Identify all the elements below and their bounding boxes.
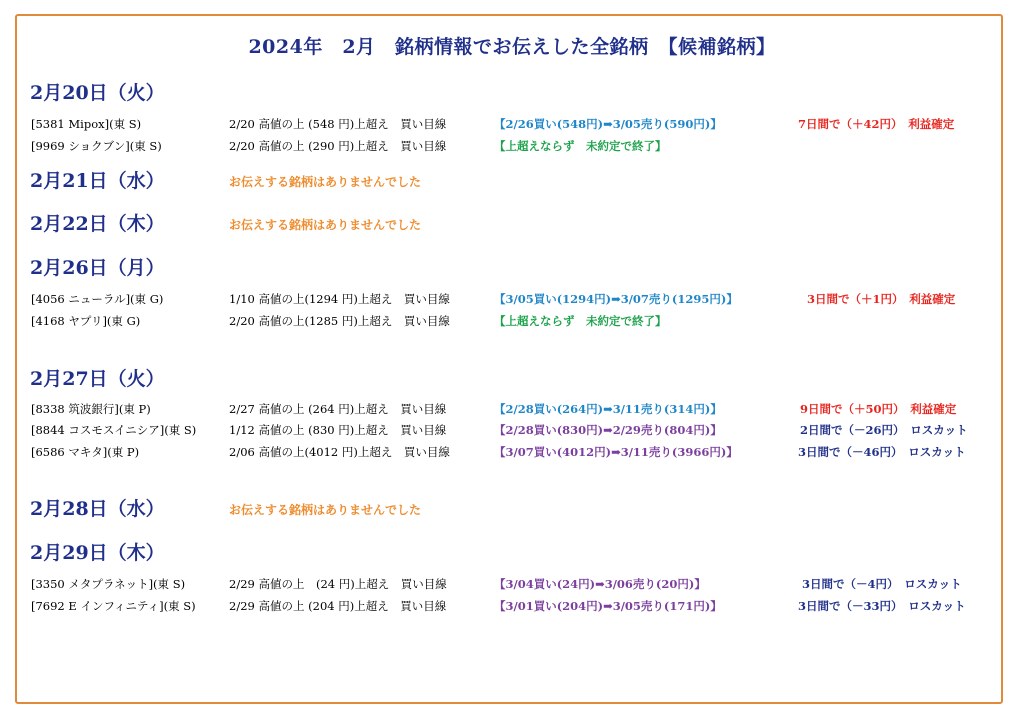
trade-detail: 【2/26買い(548円)➡3/05売り(590円)】: [494, 117, 722, 131]
stock-name: [3350 メタプラネット](東 S): [31, 577, 186, 591]
trade-result: 2日間で（－26円） ロスカット: [800, 423, 968, 437]
trade-result: 3日間で（－33円） ロスカット: [798, 599, 966, 613]
entry-condition: 2/20 高値の上(1285 円)上超え 買い目線: [229, 314, 450, 328]
stock-name: [4056 ニューラル](東 G): [31, 292, 164, 306]
date-heading-0227: 2月27日（火）: [30, 368, 165, 390]
stock-name: [7692 E インフィニティ](東 S): [31, 599, 196, 613]
trade-detail: 【2/28買い(830円)➡2/29売り(804円)】: [494, 423, 722, 437]
stock-name: [5381 Mipox](東 S): [31, 117, 142, 131]
entry-condition: 2/27 高値の上 (264 円)上超え 買い目線: [229, 402, 447, 416]
entry-condition: 1/10 高値の上(1294 円)上超え 買い目線: [229, 292, 450, 306]
trade-detail: 【2/28買い(264円)➡3/11売り(314円)】: [494, 402, 722, 416]
date-heading-0220: 2月20日（火）: [30, 82, 165, 104]
entry-condition: 2/29 高値の上 (24 円)上超え 買い目線: [229, 577, 447, 591]
stock-name: [8844 コスモスイニシア](東 S): [31, 423, 197, 437]
entry-condition: 2/20 高値の上 (548 円)上超え 買い目線: [229, 117, 447, 131]
stock-name: [9969 ショクブン](東 S): [31, 139, 162, 153]
date-heading-0221: 2月21日（水）: [30, 170, 165, 192]
date-heading-0228: 2月28日（水）: [30, 498, 165, 520]
entry-condition: 1/12 高値の上 (830 円)上超え 買い目線: [229, 423, 447, 437]
date-heading-0222: 2月22日（木）: [30, 213, 165, 235]
no-stock-notice: お伝えする銘柄はありませんでした: [229, 503, 422, 517]
no-stock-notice: お伝えする銘柄はありませんでした: [229, 175, 422, 189]
stock-name: [6586 マキタ](東 P): [31, 445, 140, 459]
page-title: 2024年 2月 銘柄情報でお伝えした全銘柄 【候補銘柄】: [248, 36, 776, 58]
date-heading-0229: 2月29日（木）: [30, 542, 165, 564]
trade-result: 9日間で（＋50円） 利益確定: [800, 402, 957, 416]
stock-name: [8338 筑波銀行](東 P): [31, 402, 151, 416]
trade-detail: 【3/01買い(204円)➡3/05売り(171円)】: [494, 599, 722, 613]
trade-detail: 【3/05買い(1294円)➡3/07売り(1295円)】: [494, 292, 738, 306]
no-stock-notice: お伝えする銘柄はありませんでした: [229, 218, 422, 232]
trade-result: 7日間で（＋42円） 利益確定: [798, 117, 955, 131]
trade-result: 3日間で（＋1円） 利益確定: [807, 292, 956, 306]
entry-condition: 2/29 高値の上 (204 円)上超え 買い目線: [229, 599, 447, 613]
entry-condition: 2/06 高値の上(4012 円)上超え 買い目線: [229, 445, 450, 459]
stock-name: [4168 ヤプリ](東 G): [31, 314, 141, 328]
trade-detail: 【3/07買い(4012円)➡3/11売り(3966円)】: [494, 445, 738, 459]
trade-result: 3日間で（－46円） ロスカット: [798, 445, 966, 459]
trade-detail: 【3/04買い(24円)➡3/06売り(20円)】: [494, 577, 706, 591]
trade-detail: 【上超えならず 未約定で終了】: [494, 139, 667, 153]
date-heading-0226: 2月26日（月）: [30, 257, 165, 279]
entry-condition: 2/20 高値の上 (290 円)上超え 買い目線: [229, 139, 447, 153]
trade-detail: 【上超えならず 未約定で終了】: [494, 314, 667, 328]
trade-result: 3日間で（－4円） ロスカット: [802, 577, 962, 591]
